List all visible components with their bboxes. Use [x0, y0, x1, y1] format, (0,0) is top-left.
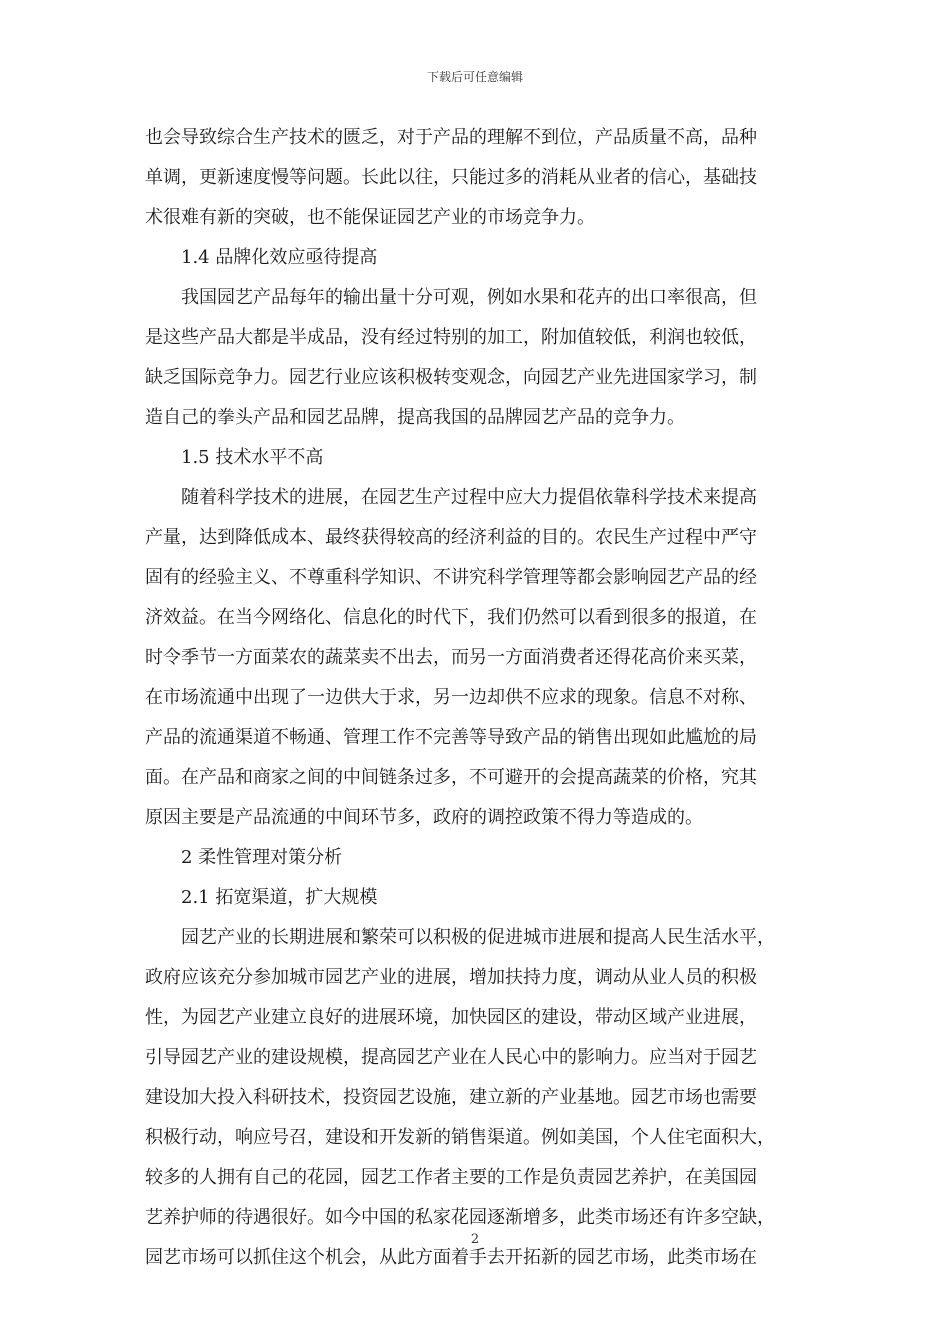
text-line: 园艺市场可以抓住这个机会，从此方面着手去开拓新的园艺市场，此类市场在	[145, 1247, 757, 1268]
text-line: 时令季节一方面菜农的蔬菜卖不出去，而另一方面消费者还得花高价来买菜，	[145, 647, 757, 668]
text-line: 造自己的拳头产品和园艺品牌，提高我国的品牌园艺产品的竞争力。	[145, 407, 685, 428]
text-line: 也会导致综合生产技术的匮乏，对于产品的理解不到位，产品质量不高，品种	[145, 127, 757, 148]
text-line: 术很难有新的突破，也不能保证园艺产业的市场竞争力。	[145, 207, 595, 228]
text-line: 积极行动，响应号召，建设和开发新的销售渠道。例如美国，个人住宅面积大，	[145, 1127, 775, 1148]
text-line: 较多的人拥有自己的花园，园艺工作者主要的工作是负责园艺养护，在美国园	[145, 1167, 757, 1188]
text-line: 济效益。在当今网络化、信息化的时代下，我们仍然可以看到很多的报道，在	[145, 607, 757, 628]
document-body	[145, 118, 810, 1278]
text-line: 园艺产业的长期进展和繁荣可以积极的促进城市进展和提高人民生活水平，	[181, 927, 775, 948]
text-line: 产量，达到降低成本、最终获得较高的经济利益的目的。农民生产过程中严守	[145, 527, 757, 548]
section-heading: 1.4 品牌化效应亟待提高	[181, 247, 378, 268]
text-line: 单调，更新速度慢等问题。长此以往，只能过多的消耗从业者的信心，基础技	[145, 167, 757, 188]
text-line: 我国园艺产品每年的输出量十分可观，例如水果和花卉的出口率很高，但	[181, 287, 757, 308]
text-line: 在市场流通中出现了一边供大于求，另一边却供不应求的现象。信息不对称、	[145, 687, 757, 708]
text-line: 政府应该充分参加城市园艺产业的进展，增加扶持力度，调动从业人员的积极	[145, 967, 757, 988]
page-number: 2	[470, 1232, 480, 1247]
text-line: 是这些产品大都是半成品，没有经过特别的加工，附加值较低，利润也较低，	[145, 327, 757, 348]
text-line: 性，为园艺产业建立良好的进展环境，加快园区的建设，带动区域产业进展，	[145, 1007, 757, 1028]
page-header: 下载后可任意编辑	[426, 70, 523, 84]
text-line: 缺乏国际竞争力。园艺行业应该积极转变观念，向园艺产业先进国家学习，制	[145, 367, 757, 388]
text-line: 引导园艺产业的建设规模，提高园艺产业在人民心中的影响力。应当对于园艺	[145, 1047, 757, 1068]
section-heading: 2.1 拓宽渠道，扩大规模	[181, 887, 378, 908]
section-heading: 1.5 技术水平不高	[181, 447, 324, 468]
text-line: 原因主要是产品流通的中间环节多，政府的调控政策不得力等造成的。	[145, 807, 703, 828]
text-line: 固有的经验主义、不尊重科学知识、不讲究科学管理等都会影响园艺产品的经	[145, 567, 757, 588]
text-line: 产品的流通渠道不畅通、管理工作不完善等导致产品的销售出现如此尴尬的局	[145, 727, 757, 748]
text-line: 艺养护师的待遇很好。如今中国的私家花园逐渐增多，此类市场还有许多空缺，	[145, 1207, 775, 1228]
text-line: 随着科学技术的进展，在园艺生产过程中应大力提倡依靠科学技术来提高	[181, 487, 757, 508]
text-line: 面。在产品和商家之间的中间链条过多，不可避开的会提高蔬菜的价格，究其	[145, 767, 757, 788]
section-heading: 2 柔性管理对策分析	[181, 847, 343, 868]
text-line: 建设加大投入科研技术，投资园艺设施，建立新的产业基地。园艺市场也需要	[145, 1087, 757, 1108]
